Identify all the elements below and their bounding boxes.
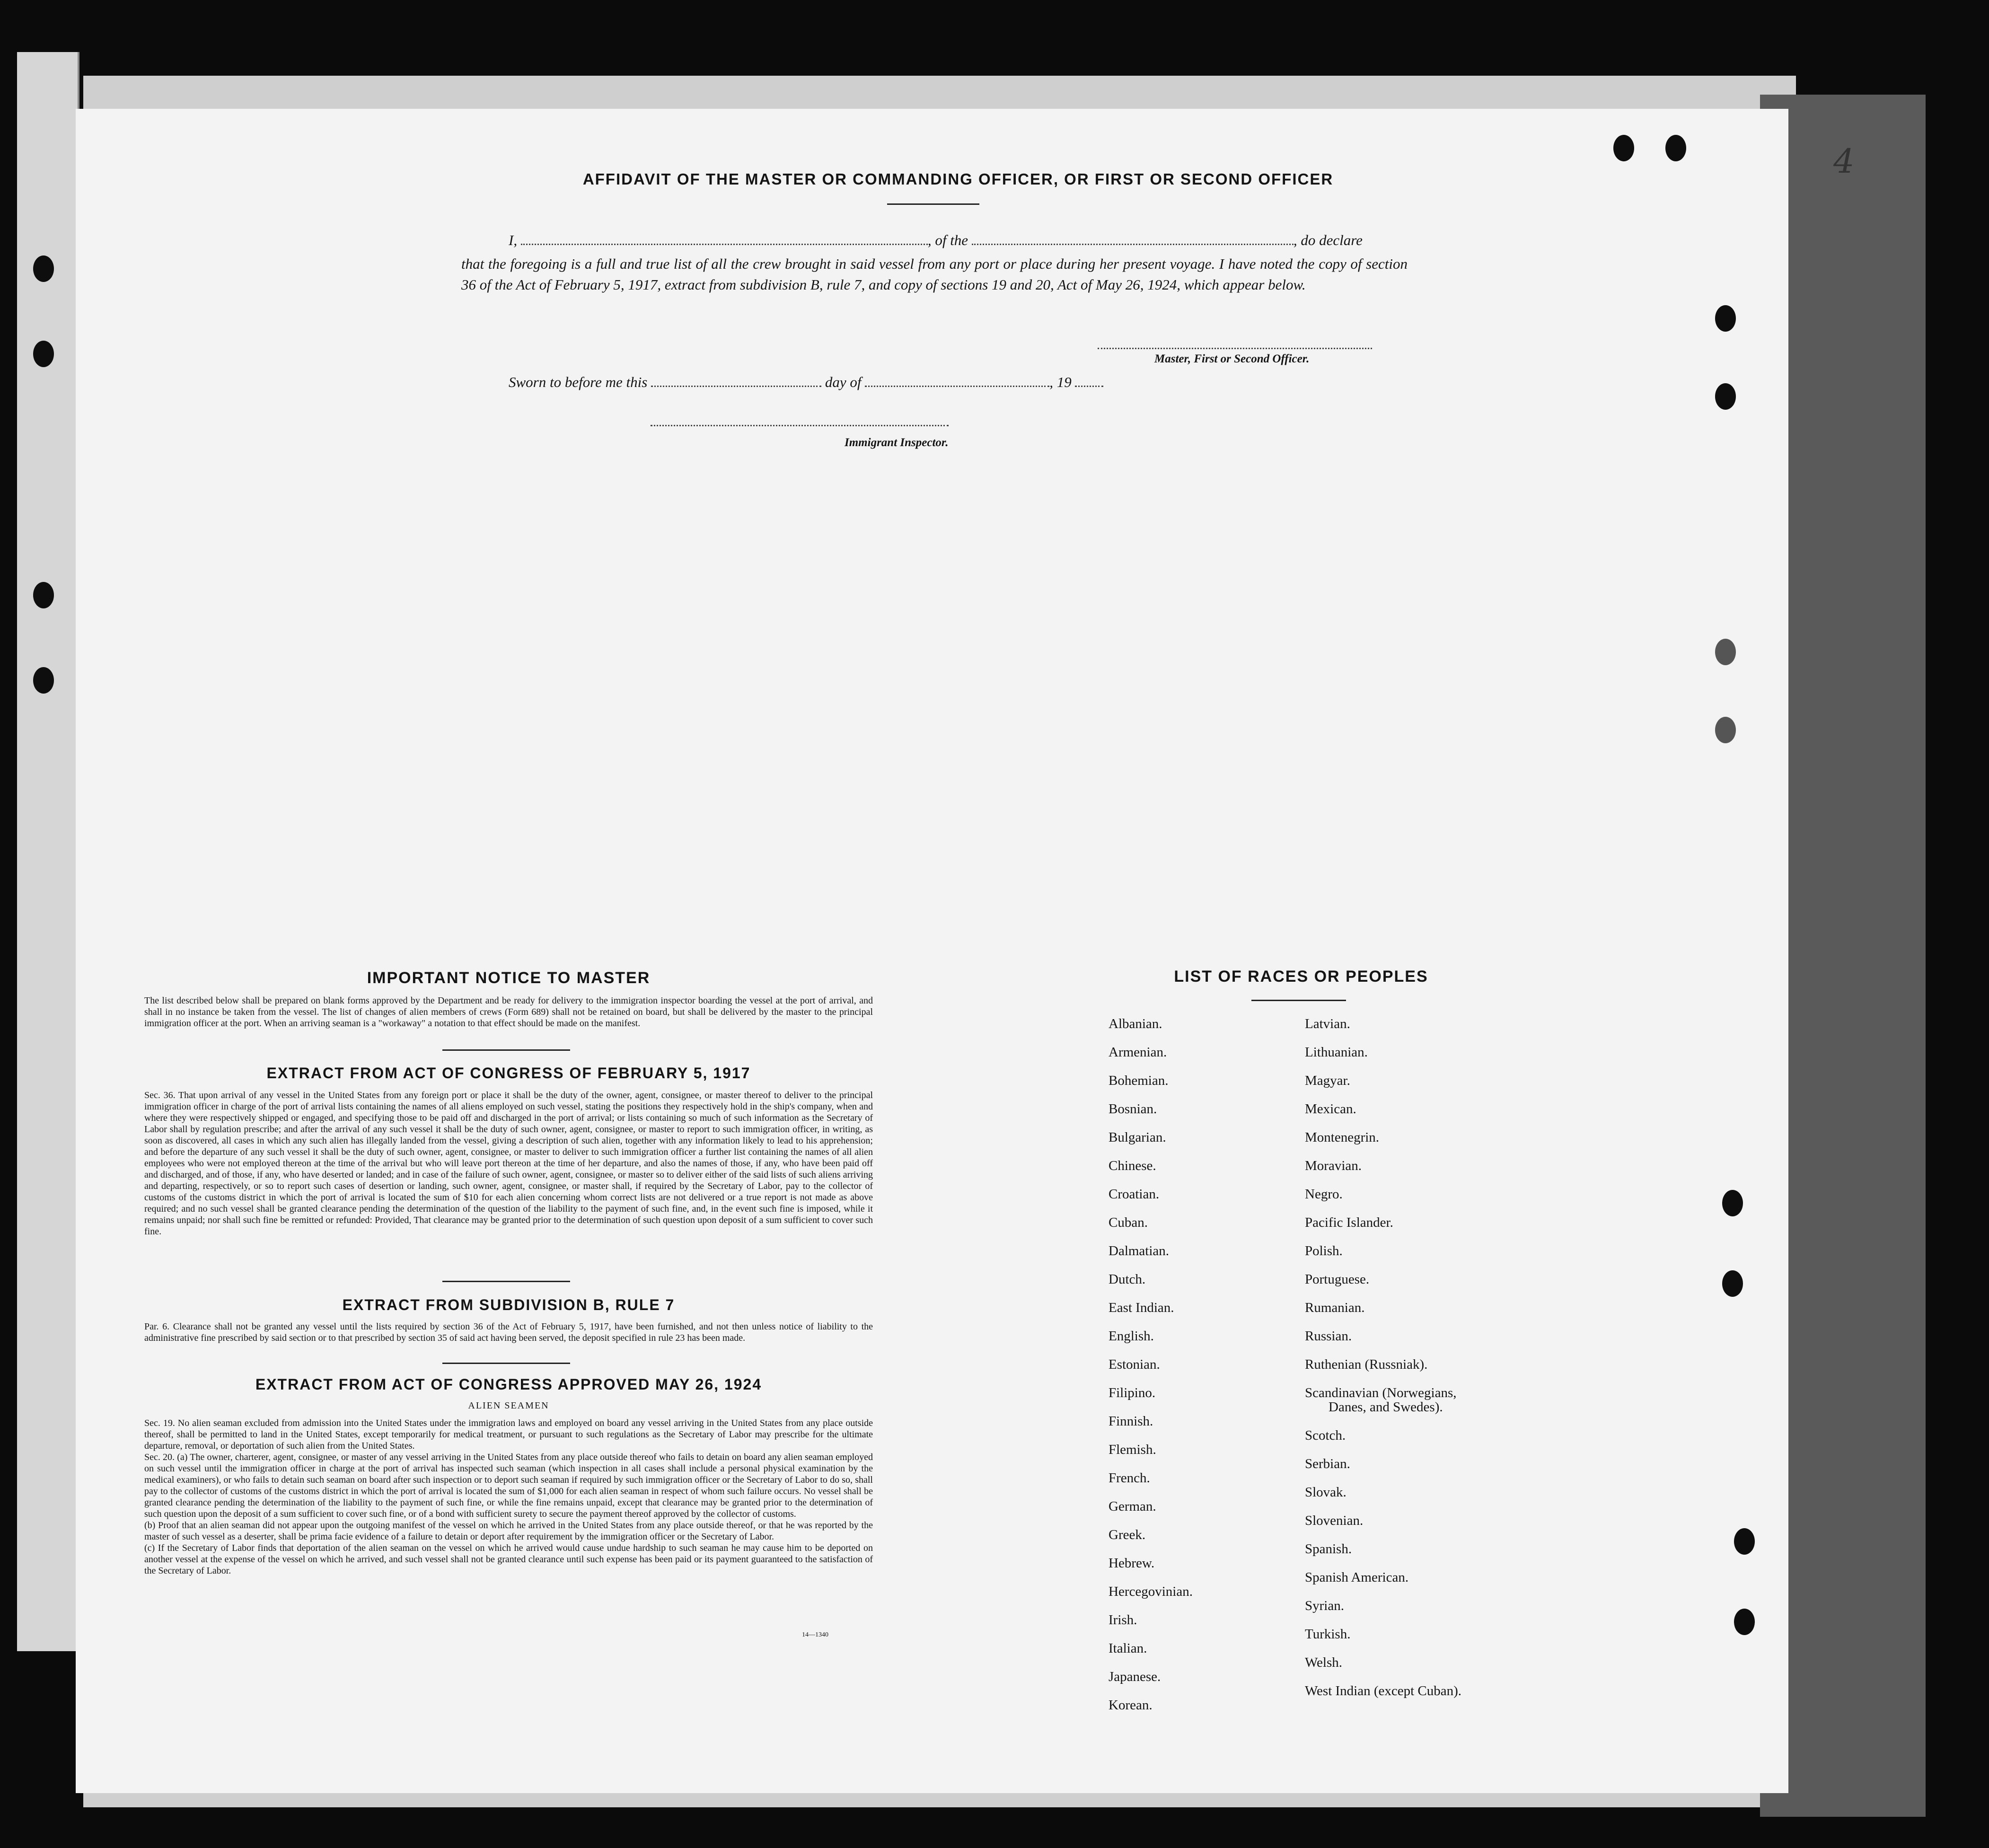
races-title: LIST OF RACES OR PEOPLES bbox=[1174, 968, 1428, 986]
section-rule bbox=[442, 1363, 570, 1364]
affidavit-do-declare: , do declare bbox=[1293, 232, 1363, 248]
race-item: Slovenian. bbox=[1305, 1513, 1364, 1528]
inspector-label: Immigrant Inspector. bbox=[845, 436, 949, 449]
binding-hole bbox=[33, 582, 54, 608]
race-item: Welsh. bbox=[1305, 1655, 1343, 1670]
inspector-line bbox=[651, 425, 949, 426]
race-item: English. bbox=[1109, 1329, 1154, 1344]
sworn-day-blank bbox=[651, 386, 821, 387]
race-item: Irish. bbox=[1109, 1612, 1137, 1628]
binding-hole bbox=[1715, 717, 1736, 743]
binding-hole bbox=[33, 341, 54, 367]
sec-20a: Sec. 20. (a) The owner, charterer, agent, consignee, or master of any vessel arriving in the United States from any place outside thereof who fails to detain on board any alien seaman employed on such vessel until the immigration officer in charge at the port of arrival has inspected such seaman (which inspection in all cases shall include a personal physical examination by the medical examiners), or who fails to detain such seaman on board after such inspection or to deport such seaman if required by such immigration officer or the Secretary of Labor to do so, shall pay to the collector of customs of the customs district in which the port of arrival is located the sum of $1,000 for each alien seaman in respect of whom such failure occurs. No vessel shall be granted clearance pending the determination of the liability to the payment of such fine, or while the fine remains unpaid, except that clearance may be granted prior to the determination of such question upon the deposit of a sum sufficient to cover such fine, or of a bond with sufficient surety to secure the payment thereof approved by the collector of customs. bbox=[144, 1452, 873, 1519]
race-item: Magyar. bbox=[1305, 1073, 1350, 1088]
sec-20c: (c) If the Secretary of Labor finds that deportation of the alien seaman on the vessel on which he arrived would cause undue hardship to such seaman he may cause him to be deported on another vessel at the expense of the vessel on which he arrived, and such vessel shall not be granted clearance until such expense has been paid or its payment guaranteed to the satisfaction of the Secretary of Labor. bbox=[144, 1543, 873, 1576]
race-item: Syrian. bbox=[1305, 1598, 1344, 1613]
race-item: Slovak. bbox=[1305, 1485, 1347, 1500]
binding-hole bbox=[33, 667, 54, 694]
binding-hole bbox=[1715, 305, 1736, 332]
left-binding-strip bbox=[17, 52, 79, 1651]
race-item: Croatian. bbox=[1109, 1187, 1160, 1202]
affidavit-i: I, bbox=[509, 232, 518, 248]
race-item: Japanese. bbox=[1109, 1669, 1161, 1684]
extract-1917-title: EXTRACT FROM ACT OF CONGRESS OF FEBRUARY 5, 1917 bbox=[266, 1065, 751, 1082]
race-item: Albanian. bbox=[1109, 1016, 1162, 1031]
sec-20b: (b) Proof that an alien seaman did not appear upon the outgoing manifest of the vessel on which he arrived in the United States from any place outside thereof, or that he was reported by the master of such vessel as a deserter, shall be prima facie evidence of a failure to detain or deport after requirement by the immigration officer or the Secretary of Labor. bbox=[144, 1520, 873, 1542]
race-item: Chinese. bbox=[1109, 1158, 1156, 1173]
race-item: East Indian. bbox=[1109, 1300, 1174, 1315]
extract-rule7-body: Par. 6. Clearance shall not be granted any vessel until the lists required by section 36 of the Act of February 5, 1917, have been furnished, and not then unless notice of liability to the administrative fine prescribed by said section or to that prescribed by section 35 of said act having been served, the deposit specified in rule 23 has been made. bbox=[144, 1321, 873, 1343]
binding-hole bbox=[1734, 1528, 1755, 1555]
race-item: Bulgarian. bbox=[1109, 1130, 1166, 1145]
sworn-day-label: day of bbox=[825, 374, 862, 390]
affidavit-body: that the foregoing is a full and true list of all the crew brought in said vessel from any port or place during her present voyage. I have noted the copy of section 36 of the Act of February 5, 1917, extract from subdivision B, rule 7, and copy of sections 19 and 20, Act of May 26, 1924, which appear below. bbox=[461, 255, 1408, 293]
race-item: Portuguese. bbox=[1305, 1272, 1370, 1287]
races-left-column bbox=[1109, 1016, 1193, 1726]
race-item: West Indian (except Cuban). bbox=[1305, 1683, 1462, 1698]
extract-1924-sections bbox=[144, 1417, 873, 1576]
race-item: Spanish American. bbox=[1305, 1570, 1409, 1585]
race-item: Hebrew. bbox=[1109, 1556, 1155, 1571]
signature-label: Master, First or Second Officer. bbox=[1154, 352, 1310, 365]
race-item: Turkish. bbox=[1305, 1627, 1351, 1642]
binding-hole bbox=[1734, 1609, 1755, 1635]
race-item: Lithuanian. bbox=[1305, 1045, 1368, 1060]
sworn-month-blank bbox=[865, 386, 1049, 387]
race-item: Italian. bbox=[1109, 1641, 1147, 1656]
race-item: Korean. bbox=[1109, 1698, 1153, 1713]
sec-19: Sec. 19. No alien seaman excluded from admission into the United States under the immigration laws and employed on board any vessel arriving in the United States from any place outside thereof, shall be permitted to land in the United States, except temporarily for medical treatment, or pursuant to such regulations as the Secretary of Labor may prescribe for the ultimate departure, removal, or deportation of such alien from the United States. bbox=[144, 1418, 873, 1451]
race-item: Mexican. bbox=[1305, 1101, 1356, 1117]
binding-hole bbox=[1722, 1270, 1743, 1297]
binding-hole bbox=[1722, 1190, 1743, 1216]
race-item: Moravian. bbox=[1305, 1158, 1362, 1173]
race-item: Bohemian. bbox=[1109, 1073, 1169, 1088]
notice-title: IMPORTANT NOTICE TO MASTER bbox=[367, 969, 651, 987]
extract-1924-subtitle: ALIEN SEAMEN bbox=[468, 1400, 549, 1411]
race-item: Rumanian. bbox=[1305, 1300, 1365, 1315]
race-item: Estonian. bbox=[1109, 1357, 1160, 1372]
race-item: Finnish. bbox=[1109, 1414, 1153, 1429]
section-rule bbox=[442, 1049, 570, 1051]
race-item: German. bbox=[1109, 1499, 1156, 1514]
race-item: Russian. bbox=[1305, 1329, 1352, 1344]
race-item: Danes, and Swedes). bbox=[1329, 1399, 1443, 1415]
section-rule bbox=[442, 1281, 570, 1282]
race-item: Scotch. bbox=[1305, 1428, 1346, 1443]
binding-hole bbox=[1715, 639, 1736, 665]
race-item: Montenegrin. bbox=[1305, 1130, 1380, 1145]
title-rule bbox=[887, 203, 979, 205]
race-item: Spanish. bbox=[1305, 1541, 1352, 1557]
race-item: French. bbox=[1109, 1470, 1150, 1486]
extract-1917-body: Sec. 36. That upon arrival of any vessel in the United States from any foreign port or place it shall be the duty of the owner, agent, consignee, or master thereof to deliver to the principal immigration officer in charge of the port of arrival lists containing the names of all aliens employed on such vessel, stating the positions they respectively hold in the ship's company, when and where they were respectively shipped or engaged, and specifying those to be paid off and discharged in the port of arrival; or lists containing so much of such information as the Secretary of Labor shall by regulation prescribe; and after the arrival of any such vessel it shall be the duty of such owner, agent, consignee, or master to report to such immigration officer, in writing, as soon as discovered, all cases in which any such alien has illegally landed from the vessel, giving a description of such alien, together with any information likely to lead to his apprehension; and before the departure of any such vessel it shall be the duty of such owner, agent, consignee, or master to deliver to such immigration officer a further list containing the names of all alien employees who were not employed thereon at the time of the arrival but who will leave port thereon at the time of her departure, and also the names of those, if any, who have been paid off and discharged, and of those, if any, who have deserted or landed; and in case of the failure of such owner, agent, consignee, or master so to deliver either of the said lists of such aliens arriving and departing, respectively, or so to report such cases of desertion or landing, such owner, agent, consignee, or master shall, if required by the Secretary of Labor, pay to the collector of customs of the customs district in which the port of arrival is located the sum of $10 for each alien concerning whom correct lists are not delivered or a true report is not made as above required; and no such vessel shall be granted clearance pending the determination of the question of the liability to the payment of such fine, and, in the event such fine is imposed, while it remains unpaid; nor shall such fine be remitted or refunded: Provided, That clearance may be granted prior to the determination of such question upon deposit of a sum sufficient to cover such fine. bbox=[144, 1090, 873, 1237]
race-item: Serbian. bbox=[1305, 1456, 1350, 1471]
extract-rule7-title: EXTRACT FROM SUBDIVISION B, RULE 7 bbox=[342, 1296, 675, 1313]
binding-hole bbox=[1613, 135, 1634, 161]
affidavit-title: AFFIDAVIT OF THE MASTER OR COMMANDING OFFICER, OR FIRST OR SECOND OFFICER bbox=[582, 170, 1334, 188]
form-code: 14—1340 bbox=[802, 1631, 828, 1638]
name-blank bbox=[521, 244, 928, 245]
extract-1924-title: EXTRACT FROM ACT OF CONGRESS APPROVED MAY 26, 1924 bbox=[255, 1376, 762, 1393]
signature-line bbox=[1098, 348, 1372, 349]
notice-body: The list described below shall be prepared on blank forms approved by the Department and be ready for delivery to the immigration inspector boarding the vessel at the port of arrival, and shall in no instance be taken from the vessel. The list of changes of alien members of crews (Form 689) shall not be retained on board, but shall be delivered by the master to the principal immigration officer at the port. When an arriving seaman is a "workaway" a notation to that effect should be made on the manifest. bbox=[144, 995, 873, 1029]
binding-hole bbox=[33, 255, 54, 282]
race-item: Filipino. bbox=[1109, 1385, 1156, 1400]
race-item: Flemish. bbox=[1109, 1442, 1156, 1457]
affidavit-declare-line bbox=[509, 232, 1363, 249]
sworn-year-blank bbox=[1075, 386, 1103, 387]
race-item: Pacific Islander. bbox=[1305, 1215, 1393, 1230]
races-right-column bbox=[1305, 1016, 1461, 1712]
race-item: Latvian. bbox=[1305, 1016, 1350, 1031]
binding-hole bbox=[1665, 135, 1686, 161]
race-item: Ruthenian (Russniak). bbox=[1305, 1357, 1428, 1372]
binding-hole bbox=[1715, 383, 1736, 410]
page-number: 4 bbox=[1833, 142, 1855, 181]
race-item: Scandinavian (Norwegians, bbox=[1305, 1385, 1457, 1400]
sworn-prefix: Sworn to before me this bbox=[509, 374, 648, 390]
race-item: Greek. bbox=[1109, 1527, 1146, 1542]
race-item: Hercegovinian. bbox=[1109, 1584, 1193, 1599]
race-item: Armenian. bbox=[1109, 1045, 1167, 1060]
sworn-year-label: , 19 bbox=[1049, 374, 1072, 390]
race-item: Polish. bbox=[1305, 1243, 1343, 1258]
sworn-line bbox=[509, 374, 1103, 391]
race-item: Dutch. bbox=[1109, 1272, 1146, 1287]
races-rule bbox=[1251, 1000, 1346, 1001]
race-item: Negro. bbox=[1305, 1187, 1343, 1202]
race-item: Bosnian. bbox=[1109, 1101, 1157, 1117]
vessel-blank bbox=[972, 244, 1294, 245]
race-item: Dalmatian. bbox=[1109, 1243, 1170, 1258]
race-item: Cuban. bbox=[1109, 1215, 1148, 1230]
affidavit-of-the: , of the bbox=[927, 232, 968, 248]
